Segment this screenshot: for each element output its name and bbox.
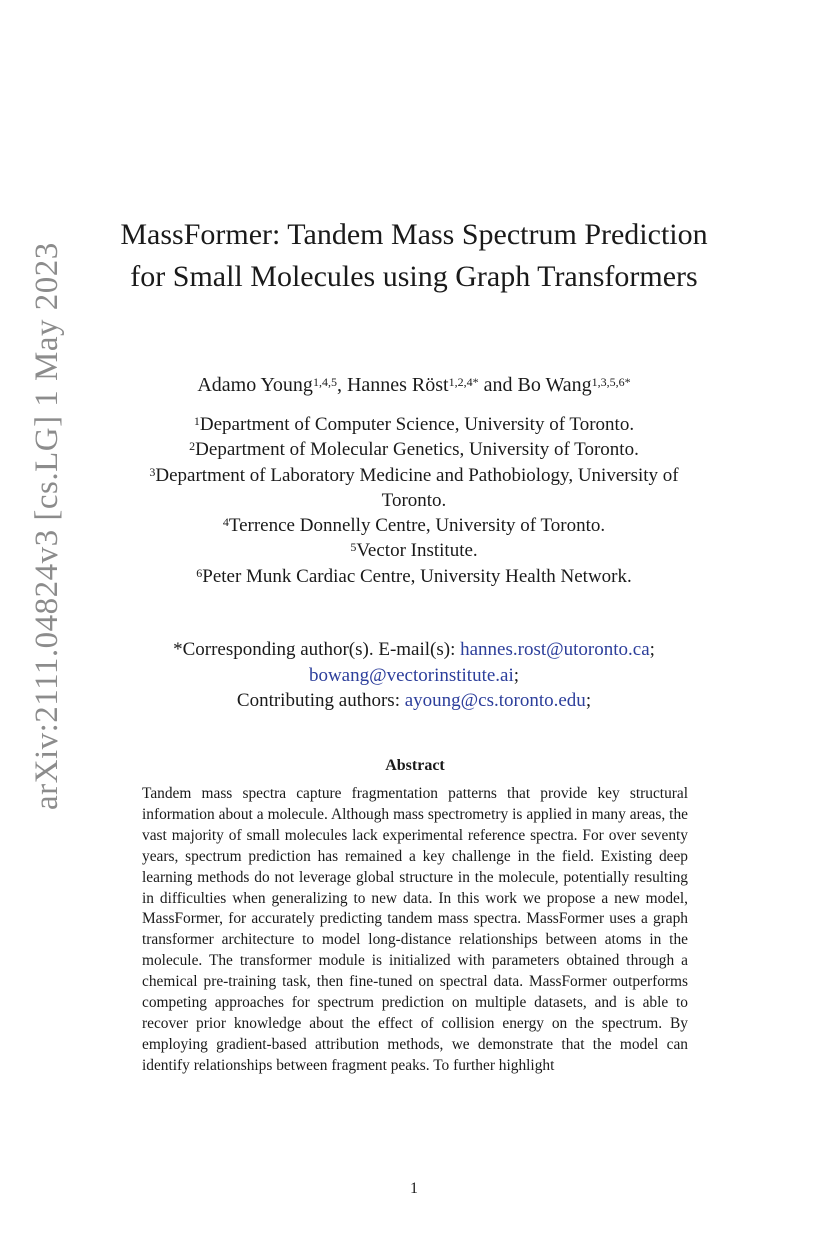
author-affiliation-marks: 1,4,5 [312, 375, 337, 389]
author-separator: , [336, 374, 347, 396]
contributing-authors-line [80, 688, 748, 714]
paper-title: MassFormer: Tandem Mass Spectrum Prediction for Small Molecules using Graph Transformers [120, 218, 708, 293]
affiliation-text: Department of Computer Science, University of Toronto. [199, 414, 635, 435]
abstract-heading: Abstract [385, 757, 445, 774]
abstract-text: Tandem mass spectra capture fragmentation patterns that provide key structural information about a molecule. Although mass spectrometry is applied in many areas, the vast majority of small molecules lack experimental reference spectra. For over seventy years, spectrum prediction has remained a key challenge in the field. Existing deep learning methods do not leverage global structure in the molecule, potentially resulting in difficulties when generalizing to new data. In this work we propose a new model, MassFormer, for accurately predicting tandem mass spectra. MassFormer uses a graph transformer architecture to model long-distance relationships between atoms in the molecule. The transformer module is initialized with parameters obtained through a chemical pre-training task, then fine-tuned on spectral data. MassFormer outperforms competing approaches for spectrum prediction on multiple datasets, and is able to recover prior knowledge about the effect of collision energy on the spectrum. By employing gradient-based attribution methods, we demonstrate that the model can identify relationships between fragment peaks. To further highlight [142, 785, 688, 1074]
affiliation-number: 2 [189, 439, 196, 454]
author-name: Adamo Young [197, 374, 313, 396]
contributing-prefix: Contributing authors: [236, 690, 405, 711]
affiliation-text: Peter Munk Cardiac Centre, University Health Network. [202, 565, 632, 587]
affiliation-list [80, 412, 748, 589]
punctuation: ; [513, 664, 520, 686]
punctuation: ; [649, 639, 655, 660]
email-link-bowang[interactable]: bowang@vectorinstitute.ai [308, 664, 514, 686]
affiliation-number: 6 [196, 565, 203, 580]
affiliation-number: 1 [193, 414, 200, 428]
page-number: 1 [410, 1180, 418, 1197]
author-separator: and [478, 374, 518, 396]
corresponding-prefix: *Corresponding author(s). E-mail(s): [173, 639, 461, 660]
correspondence-block [80, 637, 748, 714]
affiliation-text: Department of Molecular Genetics, University of Toronto. [195, 439, 639, 461]
affiliation-item [80, 437, 748, 462]
affiliation-item [80, 564, 748, 589]
punctuation: ; [585, 690, 592, 711]
author-affiliation-marks: 1,3,5,6* [591, 375, 631, 389]
corresponding-authors-line [80, 637, 748, 663]
affiliation-item [80, 513, 748, 538]
arxiv-identifier-stamp: arXiv:2111.04824v3 [cs.LG] 1 May 2023 [29, 242, 65, 810]
author-affiliation-marks: 1,2,4* [448, 375, 479, 389]
affiliation-item [80, 412, 748, 437]
author-list [60, 372, 768, 398]
affiliation-text: Vector Institute. [356, 540, 478, 562]
affiliation-text: Terrence Donnelly Centre, University of Toronto. [228, 515, 606, 537]
affiliation-number: 5 [350, 540, 357, 555]
affiliation-number: 3 [149, 464, 156, 479]
affiliation-item [80, 538, 748, 563]
affiliation-item [80, 463, 748, 514]
corresponding-email-line [80, 663, 748, 689]
email-link-ayoung[interactable]: ayoung@cs.toronto.edu [404, 690, 586, 711]
email-link-hannes[interactable]: hannes.rost@utoronto.ca [460, 639, 650, 660]
author-name: Bo Wang [517, 374, 592, 396]
affiliation-text: Department of Laboratory Medicine and Pathobiology, University of Toronto. [155, 464, 679, 511]
affiliation-number: 4 [222, 515, 229, 530]
author-name: Hannes Röst [346, 374, 449, 396]
